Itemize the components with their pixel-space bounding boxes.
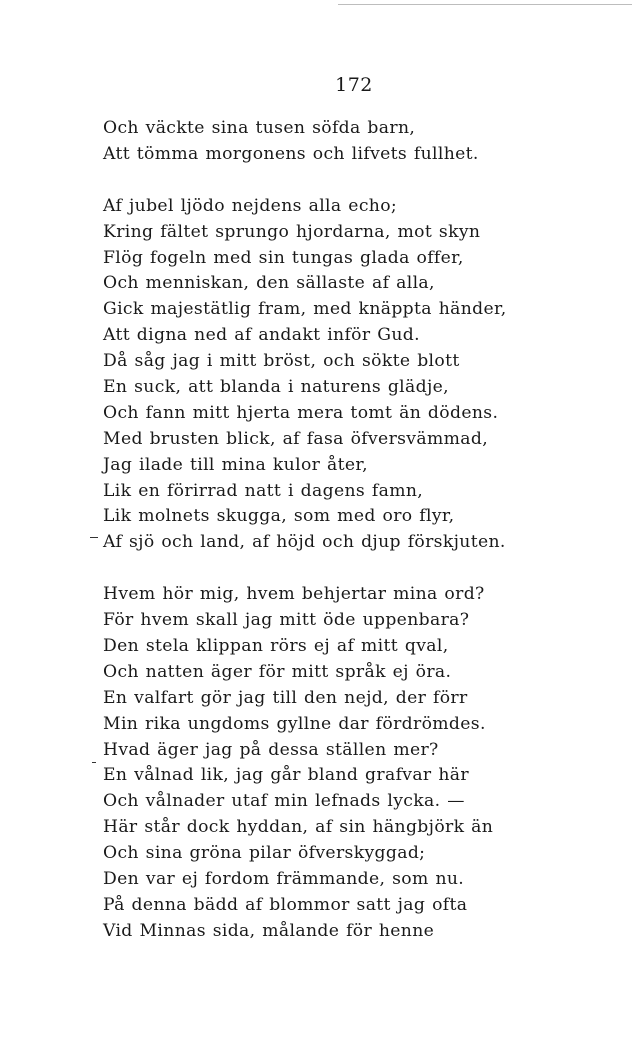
verse-line: Och sina gröna pilar öfverskyggad;	[103, 843, 426, 864]
verse-line: Och fann mitt hjerta mera tomt än dödens.	[103, 402, 499, 423]
verse-line: Gick majestätlig fram, med knäppta händer,	[103, 299, 507, 320]
verse-line: Den var ej fordom främmande, som nu.	[103, 869, 465, 890]
verse-line: Den stela klippan rörs ej af mitt qval,	[103, 636, 449, 657]
verse-line: En valfart gör jag till den nejd, der förr	[103, 687, 468, 708]
verse-line: Med brusten blick, af fasa öfversvämmad,	[103, 428, 489, 449]
verse-line: För hvem skall jag mitt öde uppenbara?	[103, 610, 470, 631]
verse-line: Och vålnader utaf min lefnads lycka. —	[103, 791, 465, 812]
verse-line: Lik molnets skugga, som med oro flyr,	[103, 506, 455, 527]
verse-line: Min rika ungdoms gyllne dar fördrömdes.	[103, 713, 486, 734]
top-rule	[338, 4, 632, 5]
verse-line: Och natten äger för mitt språk ej öra.	[103, 661, 452, 682]
stanza-3	[103, 582, 626, 944]
verse-line: En suck, att blanda i naturens glädje,	[103, 377, 449, 398]
verse-line: Af sjö och land, af höjd och djup förskjuten.	[103, 532, 506, 553]
verse-line: En vålnad lik, jag går bland grafvar här	[103, 765, 469, 786]
margin-mark	[92, 762, 96, 763]
verse-line: Lik en förirrad natt i dagens famn,	[103, 480, 424, 501]
verse-line: Att tömma morgonens och lifvets fullhet.	[103, 143, 479, 164]
verse-line: Jag ilade till mina kulor åter,	[103, 454, 368, 475]
verse-line: Och väckte sina tusen söfda barn,	[103, 118, 416, 138]
margin-mark	[90, 537, 98, 538]
verse-line: Flög fogeln med sin tungas glada offer,	[103, 247, 464, 268]
verse-line: På denna bädd af blommor satt jag ofta	[103, 894, 468, 915]
verse-line: Hvad äger jag på dessa ställen mer?	[103, 739, 439, 760]
verse-line: Hvem hör mig, hvem behjertar mina ord?	[103, 584, 485, 605]
stanza-1	[103, 116, 626, 168]
verse-line: Vid Minnas sida, målande för henne	[103, 920, 435, 941]
verse-line: Att digna ned af andakt inför Gud.	[103, 325, 420, 346]
stanza-2	[103, 194, 626, 556]
verse-line: Af jubel ljödo nejdens alla echo;	[103, 195, 398, 216]
verse-line: Då såg jag i mitt bröst, och sökte blott	[103, 351, 460, 372]
verse-line: Och menniskan, den sällaste af alla,	[103, 273, 435, 294]
page-number: 172	[335, 74, 373, 96]
verse-line: Här står dock hyddan, af sin hängbjörk än	[103, 817, 494, 838]
poem-text	[103, 116, 626, 945]
verse-line: Kring fältet sprungo hjordarna, mot skyn	[103, 221, 481, 242]
